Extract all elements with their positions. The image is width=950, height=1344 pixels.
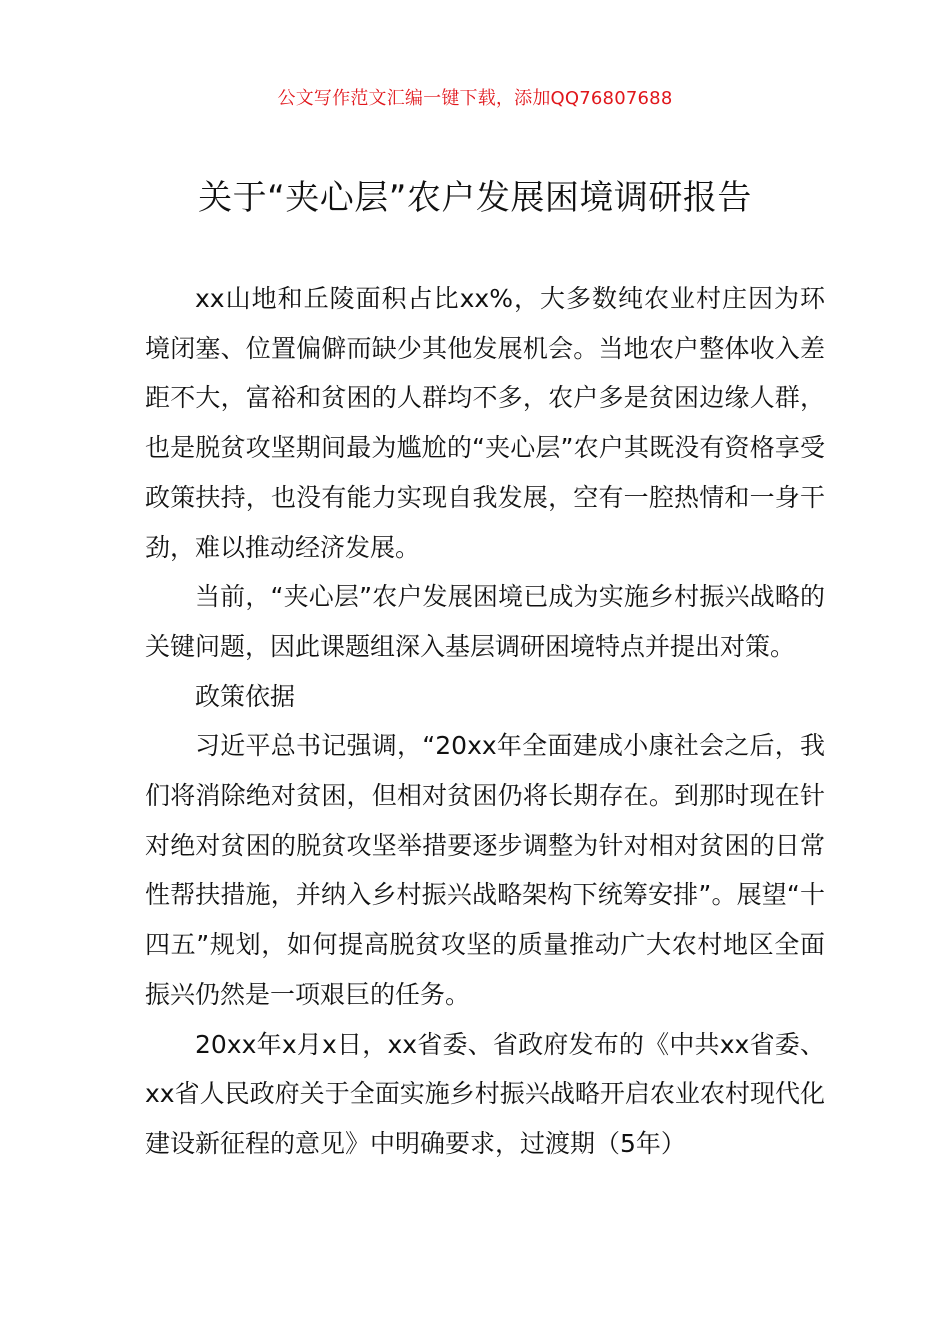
download-notice: 公文写作范文汇编一键下载，添加QQ76807688 bbox=[277, 88, 673, 109]
paragraph-intro: xx山地和丘陵面积占比xx%，大多数纯农业村庄因为环境闭塞、位置偏僻而缺少其他发展机会。当地农户整体收入差距不大，富裕和贫困的人群均不多，农户多是贫困边缘人群，也是脱贫攻坚期间最为尴尬的“夹心层”农户其既没有资格享受政策扶持，也没有能力实现自我发展，空有一腔热情和一身干劲，难以推动经济发展。 bbox=[145, 284, 825, 562]
document-title: 关于“夹心层”农户发展困境调研报告 bbox=[198, 178, 752, 218]
paragraph-current-situation: 当前，“夹心层”农户发展困境已成为实施乡村振兴战略的关键问题，因此课题组深入基层调研困境特点并提出对策。 bbox=[145, 582, 825, 661]
paragraph-provincial-policy: 20xx年x月x日，xx省委、省政府发布的《中共xx省委、xx省人民政府关于全面实施乡村振兴战略开启农业农村现代化建设新征程的意见》中明确要求，过渡期（5年） bbox=[145, 1029, 825, 1158]
section-heading-policy-basis: 政策依据 bbox=[195, 681, 296, 711]
document-body bbox=[145, 274, 825, 1169]
paragraph-policy-quote: 习近平总书记强调，“20xx年全面建成小康社会之后，我们将消除绝对贫困，但相对贫困仍将长期存在。到那时现在针对绝对贫困的脱贫攻坚举措要逐步调整为针对相对贫困的日常性帮扶措施，并纳入乡村振兴战略架构下统筹安排”。展望“十四五”规划，如何提高脱贫攻坚的质量推动广大农村地区全面振兴仍然是一项艰巨的任务。 bbox=[145, 731, 825, 1009]
